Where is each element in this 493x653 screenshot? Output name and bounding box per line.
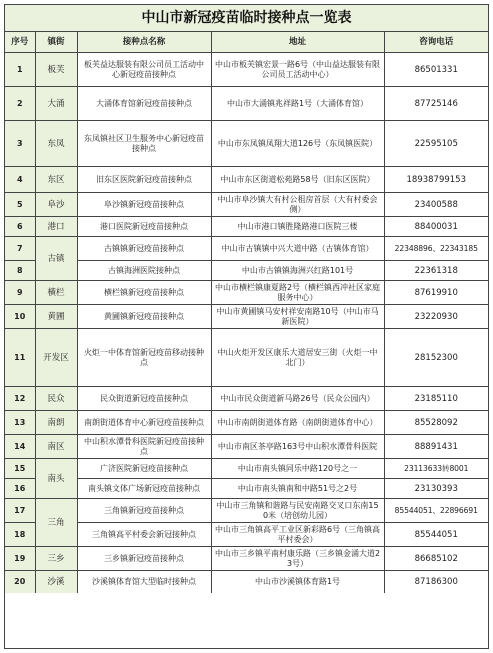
header-town: 镇街 xyxy=(35,32,77,53)
row-address: 中山市南朗街道体育路（南朗街道体育中心） xyxy=(211,411,384,435)
row-no: 5 xyxy=(5,193,35,217)
row-address: 中山市三角镇和谐路与民安南路交叉口东南150米（培创幼儿园） xyxy=(211,499,384,523)
row-site: 民众街道新冠疫苗接种点 xyxy=(77,387,211,411)
row-site: 旧东区医院新冠疫苗接种点 xyxy=(77,167,211,193)
row-phone: 23400588 xyxy=(384,193,488,217)
row-site: 阜沙镇新冠疫苗接种点 xyxy=(77,193,211,217)
row-address: 中山市沙溪镇体育路1号 xyxy=(211,571,384,593)
header-no: 序号 xyxy=(5,32,35,53)
table-row xyxy=(5,435,488,459)
row-phone: 23130393 xyxy=(384,479,488,499)
row-no: 19 xyxy=(5,547,35,571)
row-town: 黄圃 xyxy=(35,305,77,329)
row-site: 古镇海洲医院接种点 xyxy=(77,261,211,281)
row-no: 1 xyxy=(5,53,35,87)
row-address: 中山市横栏镇康夏路2号（横栏镇西冲社区家庭服务中心） xyxy=(211,281,384,305)
row-phone: 87725146 xyxy=(384,87,488,121)
table-row xyxy=(5,459,488,479)
row-address: 中山市古镇镇海洲兴红路101号 xyxy=(211,261,384,281)
row-phone: 87619910 xyxy=(384,281,488,305)
row-no: 14 xyxy=(5,435,35,459)
table-row xyxy=(5,53,488,87)
row-town: 港口 xyxy=(35,217,77,237)
table-row xyxy=(5,387,488,411)
row-town: 民众 xyxy=(35,387,77,411)
table-row xyxy=(5,87,488,121)
table-row xyxy=(5,547,488,571)
row-site: 板芙益达服装有限公司员工活动中心新冠疫苗接种点 xyxy=(77,53,211,87)
row-town: 沙溪 xyxy=(35,571,77,593)
row-no: 15 xyxy=(5,459,35,479)
row-address: 中山市南区茶亭路163号中山积水潭骨科医院 xyxy=(211,435,384,459)
table-row xyxy=(5,411,488,435)
table-row xyxy=(5,479,488,499)
row-town: 东区 xyxy=(35,167,77,193)
row-site: 火炬一中体育馆新冠疫苗移动接种点 xyxy=(77,329,211,387)
header-site: 接种点名称 xyxy=(77,32,211,53)
row-phone: 22595105 xyxy=(384,121,488,167)
row-address: 中山市阜沙镇大有村公租房首层（大有村委会侧） xyxy=(211,193,384,217)
row-no: 12 xyxy=(5,387,35,411)
page-title: 中山市新冠疫苗临时接种点一览表 xyxy=(5,5,488,32)
table-row xyxy=(5,571,488,593)
table-row xyxy=(5,121,488,167)
row-address: 中山市三乡镇平南村康乐路（三乡镇金涌大道23号） xyxy=(211,547,384,571)
row-phone: 18938799153 xyxy=(384,167,488,193)
row-site: 中山积水潭骨科医院新冠疫苗接种点 xyxy=(77,435,211,459)
header-phone: 咨询电话 xyxy=(384,32,488,53)
table-row xyxy=(5,167,488,193)
row-address: 中山市东区街道松苑路58号（旧东区医院） xyxy=(211,167,384,193)
row-no: 9 xyxy=(5,281,35,305)
row-town: 南朗 xyxy=(35,411,77,435)
row-site: 港口医院新冠疫苗接种点 xyxy=(77,217,211,237)
row-town: 古镇 xyxy=(35,237,77,281)
row-address: 中山市三角镇高平工业区新彩路6号（三角镇高平村委会） xyxy=(211,523,384,547)
table-header-row xyxy=(5,32,488,53)
table-row xyxy=(5,237,488,261)
row-site: 三角镇新冠疫苗接种点 xyxy=(77,499,211,523)
row-town: 板芙 xyxy=(35,53,77,87)
row-town: 南区 xyxy=(35,435,77,459)
row-address: 中山市南头镇南和中路51号之2号 xyxy=(211,479,384,499)
row-no: 11 xyxy=(5,329,35,387)
table-row xyxy=(5,217,488,237)
table-row xyxy=(5,329,488,387)
row-town: 南头 xyxy=(35,459,77,499)
row-address: 中山市民众街道新马路26号（民众公园内） xyxy=(211,387,384,411)
row-no: 7 xyxy=(5,237,35,261)
table-row xyxy=(5,281,488,305)
row-phone: 23113633转8001 xyxy=(384,459,488,479)
row-no: 6 xyxy=(5,217,35,237)
table-row xyxy=(5,523,488,547)
row-site: 古镇镇新冠疫苗接种点 xyxy=(77,237,211,261)
row-site: 大涌体育馆新冠疫苗接种点 xyxy=(77,87,211,121)
table-row xyxy=(5,261,488,281)
vaccination-sites-sheet xyxy=(4,4,489,649)
row-site: 三角镇高平村委会新冠接种点 xyxy=(77,523,211,547)
row-phone: 86501331 xyxy=(384,53,488,87)
row-phone: 28152300 xyxy=(384,329,488,387)
row-address: 中山市古镇镇中兴大道中路（古镇体育馆） xyxy=(211,237,384,261)
row-address: 中山市板芙镇宏景一路6号（中山益达服装有限公司员工活动中心） xyxy=(211,53,384,87)
row-phone: 23220930 xyxy=(384,305,488,329)
row-address: 中山市东凤镇凤翔大道126号（东凤镇医院） xyxy=(211,121,384,167)
row-town: 开发区 xyxy=(35,329,77,387)
row-phone: 85544051 xyxy=(384,523,488,547)
row-no: 10 xyxy=(5,305,35,329)
row-address: 中山市大涌镇兆祥路1号（大涌体育馆） xyxy=(211,87,384,121)
row-no: 16 xyxy=(5,479,35,499)
row-site: 南朗街道体育中心新冠疫苗接种点 xyxy=(77,411,211,435)
row-address: 中山市南头镇同乐中路120号之一 xyxy=(211,459,384,479)
row-no: 13 xyxy=(5,411,35,435)
row-town: 三乡 xyxy=(35,547,77,571)
row-phone: 22348896、22343185 xyxy=(384,237,488,261)
row-no: 3 xyxy=(5,121,35,167)
row-town: 阜沙 xyxy=(35,193,77,217)
table-row xyxy=(5,193,488,217)
row-no: 18 xyxy=(5,523,35,547)
row-town: 东凤 xyxy=(35,121,77,167)
header-address: 地址 xyxy=(211,32,384,53)
row-site: 黄圃镇新冠疫苗接种点 xyxy=(77,305,211,329)
row-site: 横栏镇新冠疫苗接种点 xyxy=(77,281,211,305)
row-address: 中山市港口镇胜隆路港口医院三楼 xyxy=(211,217,384,237)
row-site: 沙溪镇体育馆大型临时接种点 xyxy=(77,571,211,593)
row-no: 17 xyxy=(5,499,35,523)
row-phone: 88891431 xyxy=(384,435,488,459)
row-no: 20 xyxy=(5,571,35,593)
row-site: 东凤镇社区卫生服务中心新冠疫苗接种点 xyxy=(77,121,211,167)
row-town: 三角 xyxy=(35,499,77,547)
row-site: 南头镇文体广场新冠疫苗接种点 xyxy=(77,479,211,499)
table-row xyxy=(5,499,488,523)
row-phone: 23185110 xyxy=(384,387,488,411)
row-town: 横栏 xyxy=(35,281,77,305)
row-no: 4 xyxy=(5,167,35,193)
row-phone: 85544051、22896691 xyxy=(384,499,488,523)
row-phone: 22361318 xyxy=(384,261,488,281)
row-town: 大涌 xyxy=(35,87,77,121)
row-site: 三乡镇新冠疫苗接种点 xyxy=(77,547,211,571)
row-address: 中山市黄圃镇马安村祥安南路10号（中山市马新医院） xyxy=(211,305,384,329)
row-site: 广济医院新冠疫苗接种点 xyxy=(77,459,211,479)
row-phone: 86685102 xyxy=(384,547,488,571)
table-row xyxy=(5,305,488,329)
row-address: 中山火炬开发区康乐大道居安三街（火炬一中北门） xyxy=(211,329,384,387)
row-no: 8 xyxy=(5,261,35,281)
vaccination-sites-table xyxy=(5,32,488,593)
row-phone: 87186300 xyxy=(384,571,488,593)
row-phone: 85528092 xyxy=(384,411,488,435)
row-phone: 88400031 xyxy=(384,217,488,237)
row-no: 2 xyxy=(5,87,35,121)
